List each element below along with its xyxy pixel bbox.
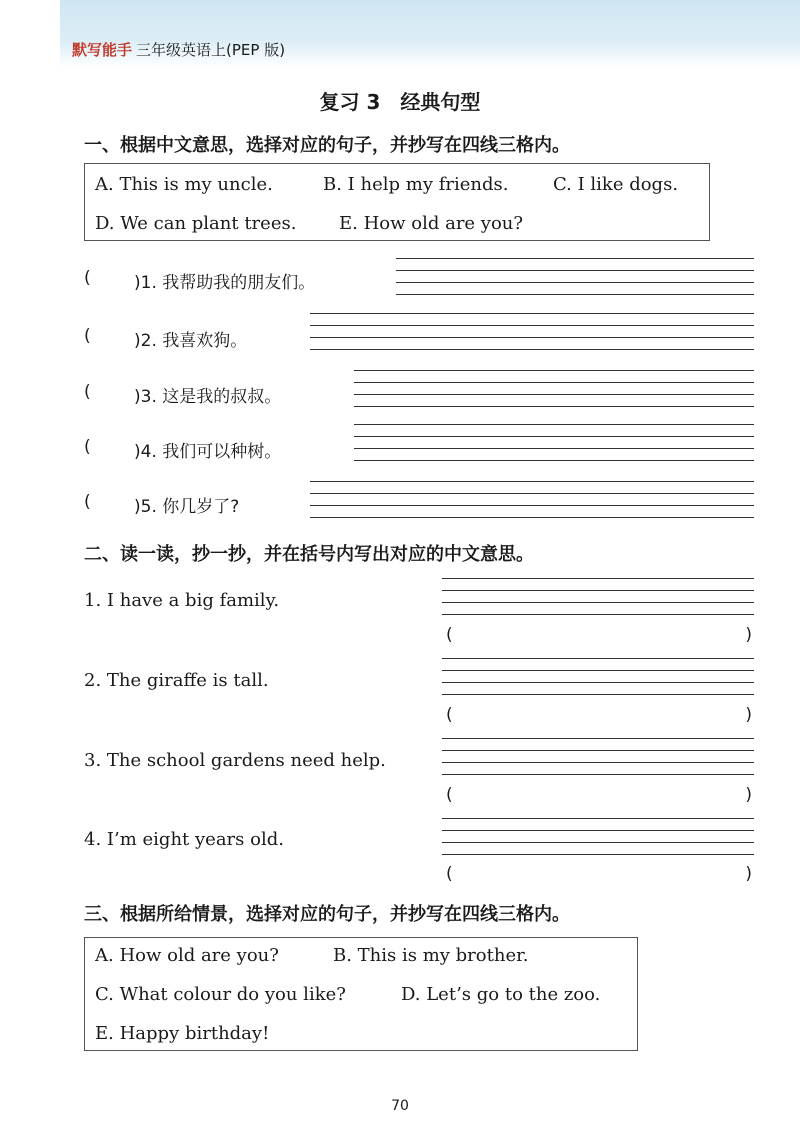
paren-open: ( — [446, 785, 453, 805]
paren-close: ) — [745, 705, 752, 725]
section-3-heading: 三、根据所给情景，选择对应的句子，并抄写在四线三格内。 — [84, 904, 570, 925]
answer-paren: ( — [84, 382, 91, 402]
writing-lines[interactable] — [442, 658, 754, 696]
paren-open: ( — [446, 625, 453, 645]
option-d: D. We can plant trees. — [95, 213, 297, 234]
writing-lines[interactable] — [442, 578, 754, 616]
paren-close: ) — [745, 864, 752, 884]
page-number: 70 — [391, 1098, 409, 1114]
running-header — [72, 39, 285, 60]
answer-paren: ( — [84, 492, 91, 512]
paren-open: ( — [446, 705, 453, 725]
option-d: D. Let’s go to the zoo. — [401, 984, 601, 1005]
writing-lines[interactable] — [310, 481, 754, 519]
section-3-options-box — [84, 937, 638, 1051]
series-brand: 默写能手 — [72, 41, 133, 59]
option-a: A. This is my uncle. — [95, 174, 273, 195]
question-text: )2. 我喜欢狗。 — [134, 331, 248, 351]
sentence-1: 1. I have a big family. — [84, 590, 280, 611]
writing-lines[interactable] — [442, 818, 754, 856]
writing-lines[interactable] — [396, 258, 754, 296]
writing-lines[interactable] — [442, 738, 754, 776]
option-a: A. How old are you? — [95, 945, 279, 966]
paren-close: ) — [745, 625, 752, 645]
answer-paren: ( — [84, 268, 91, 288]
writing-lines[interactable] — [354, 424, 754, 462]
option-b: B. This is my brother. — [333, 945, 529, 966]
section-1-options-box — [84, 163, 710, 241]
option-e: E. How old are you? — [339, 213, 524, 234]
book-subtitle: 三年级英语上(PEP 版) — [136, 41, 286, 59]
option-b: B. I help my friends. — [323, 174, 509, 195]
writing-lines[interactable] — [310, 313, 754, 351]
section-1-heading: 一、根据中文意思，选择对应的句子，并抄写在四线三格内。 — [84, 135, 570, 156]
question-text: )4. 我们可以种树。 — [134, 442, 282, 462]
sentence-3: 3. The school gardens need help. — [84, 750, 386, 771]
option-c: C. What colour do you like? — [95, 984, 346, 1005]
writing-lines[interactable] — [354, 370, 754, 408]
paren-open: ( — [446, 864, 453, 884]
option-e: E. Happy birthday! — [95, 1023, 270, 1044]
page-title: 复习 3 经典句型 — [319, 90, 481, 114]
section-2-heading: 二、读一读，抄一抄，并在括号内写出对应的中文意思。 — [84, 544, 534, 565]
paren-close: ) — [745, 785, 752, 805]
question-text: )5. 你几岁了? — [134, 497, 240, 517]
option-c: C. I like dogs. — [553, 174, 679, 195]
sentence-4: 4. I’m eight years old. — [84, 829, 284, 850]
answer-paren: ( — [84, 326, 91, 346]
question-text: )3. 这是我的叔叔。 — [134, 387, 282, 407]
question-text: )1. 我帮助我的朋友们。 — [134, 273, 316, 293]
sentence-2: 2. The giraffe is tall. — [84, 670, 269, 691]
answer-paren: ( — [84, 437, 91, 457]
